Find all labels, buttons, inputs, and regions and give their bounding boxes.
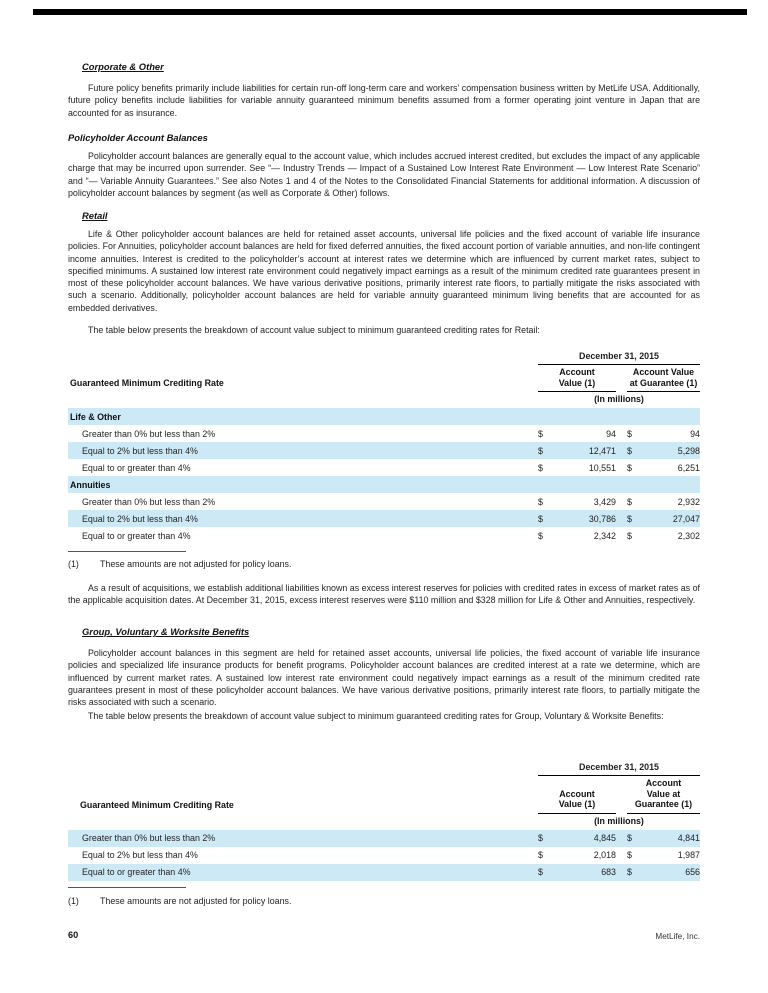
currency-symbol: $ (538, 833, 543, 843)
footnote-marker: (1) (68, 896, 79, 906)
account-value: 4,845 (593, 833, 616, 843)
group-col1-header: Account Value (1) (538, 789, 616, 814)
retail-crediting-rate-table (68, 351, 700, 544)
table-row: Greater than 0% but less than 2% $ 3,429 $ 2,932 (82, 496, 700, 507)
currency-symbol: $ (627, 428, 632, 439)
footnote-text: These amounts are not adjusted for policy loans. (100, 559, 292, 569)
retail-table-units: (In millions) (594, 394, 644, 404)
account-value-at-guarantee: 94 (690, 428, 700, 439)
account-value: 683 (601, 867, 616, 877)
retail-table-date-header: December 31, 2015 (538, 351, 700, 365)
account-value-at-guarantee: 6,251 (677, 462, 700, 473)
currency-symbol: $ (538, 850, 543, 860)
group-table-units: (In millions) (594, 815, 644, 826)
table-row: Greater than 0% but less than 2% $ 94 $ 94 (82, 428, 700, 439)
currency-symbol: $ (538, 462, 543, 473)
currency-symbol: $ (538, 496, 543, 507)
group-col2-header: Account Value at Guarantee (1) (627, 778, 700, 814)
top-bar (33, 9, 747, 15)
currency-symbol: $ (538, 530, 543, 541)
currency-symbol: $ (627, 445, 632, 456)
heading-retail: Retail (82, 210, 108, 221)
group-table-row-label-header: Guaranteed Minimum Crediting Rate (80, 800, 234, 810)
account-value: 2,342 (593, 530, 616, 541)
heading-policyholder-account-balances: Policyholder Account Balances (68, 132, 208, 143)
table-row: Equal to 2% but less than 4% $ 30,786 $ 27,047 (68, 510, 700, 527)
footer-company-name: MetLife, Inc. (655, 932, 700, 941)
table-row: Equal to 2% but less than 4% $ 2,018 $ 1,987 (82, 850, 700, 860)
retail-table-row-label-header: Guaranteed Minimum Crediting Rate (70, 378, 224, 388)
currency-symbol: $ (538, 428, 543, 439)
group-table-date-header: December 31, 2015 (538, 762, 700, 776)
currency-symbol: $ (627, 867, 632, 877)
account-value: 30,786 (588, 513, 616, 524)
account-value-at-guarantee: 4,841 (677, 833, 700, 843)
footnote-marker: (1) (68, 559, 79, 569)
footnote-text: These amounts are not adjusted for policy loans. (100, 896, 292, 906)
retail-col2-header: Account Value at Guarantee (1) (627, 367, 700, 392)
currency-symbol: $ (627, 530, 632, 541)
account-value-at-guarantee: 27,047 (672, 513, 700, 524)
currency-symbol: $ (538, 867, 543, 877)
paragraph-retail-1: Life & Other policyholder account balances are held for retained asset accounts, universal life policies and the fixed account of variable life insurance policies. For Annuities, policyholder account balances are held for fixed deferred annuities, the fixed account portion of variable annuities, and non-life contingent income annuities. Interest is credited to the policyholder’s account at interest rates we determine which are influenced by current market rates, subject to specified minimums. A sustained low interest rate environment could negatively impact earnings as a result of the minimum credited rate guarantees present in most of these policyholder account balances. We have various derivative positions, primarily interest rate floors, to partially mitigate the risks associated with such a scenario. Additionally, policyholder account balances are held for variable annuity guaranteed minimum living benefits that are accounted for as embedded derivatives. (68, 229, 700, 313)
paragraph-group-1: Policyholder account balances in this segment are held for retained asset accounts, universal life policies, the fixed account of variable life insurance policies and specialized life insurance products for benefit programs. Policyholder account balances are credited interest at a rate we determine, which are influenced by current market rates. A sustained low interest rate environment could negatively impact earnings as a result of the minimum credited rate guarantees present in most of these policyholder account balances. We have various derivative positions, primarily interest rate floors, to partially mitigate the risks associated with such a scenario. (68, 648, 700, 708)
footnote-group (68, 896, 700, 906)
footnote-retail (68, 559, 700, 569)
paragraph-excess-interest: As a result of acquisitions, we establish additional liabilities known as excess interest reserves for policies with credited rates in excess of market rates as of the applicable acquisition dates. At December 31, 2015, excess interest reserves were $110 million and $328 million for Life & Other and Annuities, respectively. (68, 583, 700, 606)
footnote-separator (68, 887, 186, 888)
account-value-at-guarantee: 2,932 (677, 496, 700, 507)
table-row-section: Life & Other (68, 408, 700, 425)
heading-group-voluntary-worksite: Group, Voluntary & Worksite Benefits (82, 626, 250, 637)
account-value: 10,551 (588, 462, 616, 473)
heading-corporate-other: Corporate & Other (82, 61, 164, 72)
table-row: Equal to 2% but less than 4% $ 12,471 $ 5,298 (68, 442, 700, 459)
currency-symbol: $ (627, 850, 632, 860)
account-value: 2,018 (593, 850, 616, 860)
group-crediting-rate-table (68, 762, 700, 881)
currency-symbol: $ (627, 513, 632, 524)
account-value-at-guarantee: 656 (685, 867, 700, 877)
group-table-header (68, 762, 700, 830)
table-row: Greater than 0% but less than 2% $ 4,845 $ 4,841 (68, 830, 700, 847)
account-value-at-guarantee: 2,302 (677, 530, 700, 541)
table-row: Equal to or greater than 4% $ 2,342 $ 2,302 (82, 530, 700, 541)
paragraph-corporate-other: Future policy benefits primarily include liabilities for certain run-off long-term care and workers’ compensation business written by MetLife USA. Additionally, future policy benefits include liabilities for variable annuity guaranteed minimum benefits assumed from a former operating joint venture in Japan that are accounted for as insurance. (68, 83, 700, 118)
currency-symbol: $ (627, 833, 632, 843)
account-value-at-guarantee: 5,298 (677, 445, 700, 456)
account-value: 94 (606, 428, 616, 439)
paragraph-group-table-intro: The table below presents the breakdown of account value subject to minimum guaranteed crediting rates for Group, Voluntary & Worksite Benefits: (88, 711, 664, 721)
account-value-at-guarantee: 1,987 (677, 850, 700, 860)
paragraph-policyholder: Policyholder account balances are generally equal to the account value, which includes accrued interest credited, but excludes the impact of any applicable charge that may be incurred upon surrender. See “— Industry Trends — Impact of a Sustained Low Interest Rate Environment — Low Interest Rate Scenario” and “— Variable Annuity Guarantees.” See also Notes 1 and 4 of the Notes to the Consolidated Financial Statements for additional information. A discussion of policyholder account balances by segment (as well as Corporate & Other) follows. (68, 151, 700, 198)
table-row-section: Annuities (68, 476, 700, 493)
page-number: 60 (68, 930, 79, 940)
paragraph-retail-table-intro: The table below presents the breakdown of account value subject to minimum guaranteed crediting rates for Retail: (88, 325, 540, 335)
retail-col1-header: Account Value (1) (538, 367, 616, 392)
account-value: 12,471 (588, 445, 616, 456)
account-value: 3,429 (593, 496, 616, 507)
table-row: Equal to or greater than 4% $ 683 $ 656 (68, 864, 700, 881)
footnote-separator (68, 551, 186, 552)
currency-symbol: $ (538, 445, 543, 456)
currency-symbol: $ (538, 513, 543, 524)
retail-table-header (68, 351, 700, 408)
currency-symbol: $ (627, 462, 632, 473)
table-row: Equal to or greater than 4% $ 10,551 $ 6,251 (82, 462, 700, 473)
currency-symbol: $ (627, 496, 632, 507)
